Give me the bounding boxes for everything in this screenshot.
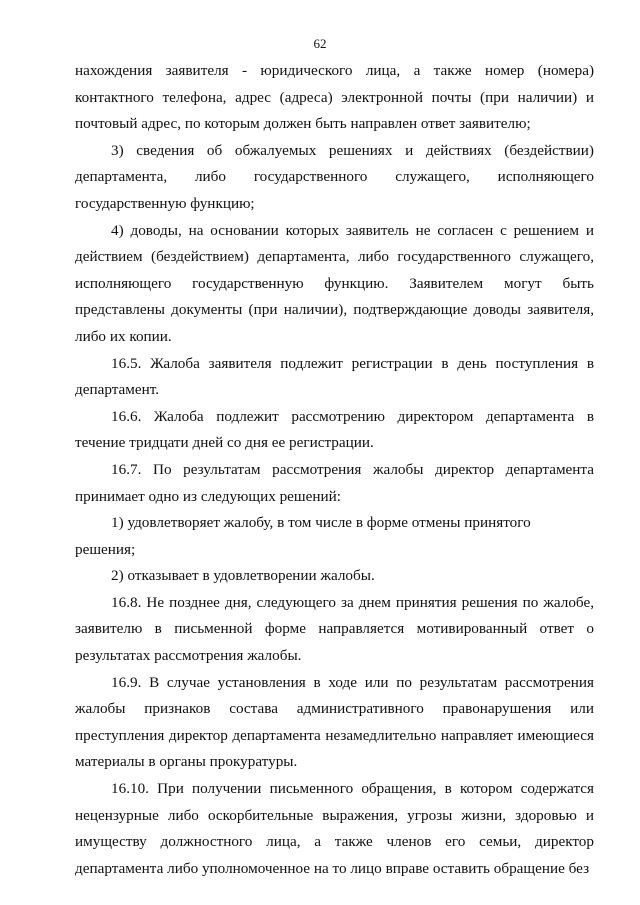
paragraph-item-3: 3) сведения об обжалуемых решениях и действиях (бездействии) департамента, либо государственного служащего, исполняющего государственную функцию; (75, 141, 594, 212)
paragraph-item-4: 4) доводы, на основании которых заявитель не согласен с решением и действием (бездействием) департамента, либо государственного служащего, исполняющего государственную функцию. Заявителем могут быть представлены документы (при наличии), подтверждающие доводы заявителя, либо их копии. (75, 221, 594, 345)
paragraph-decision-1: 1) удовлетворяет жалобу, в том числе в форме отмены принятого решения; (75, 514, 531, 558)
paragraph-16-9: 16.9. В случае установления в ходе или по результатам рассмотрения жалобы признаков состава административного правонарушения или преступления директор департамента незамедлительно направляет имеющиеся материалы в органы прокуратуры. (75, 673, 594, 771)
paragraph-16-7: 16.7. По результатам рассмотрения жалобы директор департамента принимает одно из следующих решений: (75, 460, 594, 505)
paragraph-16-5: 16.5. Жалоба заявителя подлежит регистрации в день поступления в департамент. (75, 354, 594, 399)
paragraph-decision-2: 2) отказывает в удовлетворении жалобы. (111, 567, 375, 585)
paragraph-16-6: 16.6. Жалоба подлежит рассмотрению директором департамента в течение тридцати дней со дня ее регистрации. (75, 407, 594, 452)
paragraph-16-10: 16.10. При получении письменного обращения, в котором содержатся нецензурные либо оскорбительные выражения, угрозы жизни, здоровью и имуществу должностного лица, а также членов его семьи, директор департамента либо уполномоченное на то лицо вправе оставить обращение без (75, 780, 594, 877)
paragraph-16-8: 16.8. Не позднее дня, следующего за днем принятия решения по жалобе, заявителю в письменной форме направляется мотивированный ответ о результатах рассмотрения жалобы. (75, 593, 594, 665)
document-body (75, 58, 594, 882)
page-number: 62 (313, 36, 327, 51)
paragraph-applicant-contacts: нахождения заявителя - юридического лица, а также номер (номера) контактного телефона, адрес (адреса) электронной почты (при наличии) и почтовый адрес, по которым должен быть направлен ответ заявителю; (75, 62, 594, 133)
